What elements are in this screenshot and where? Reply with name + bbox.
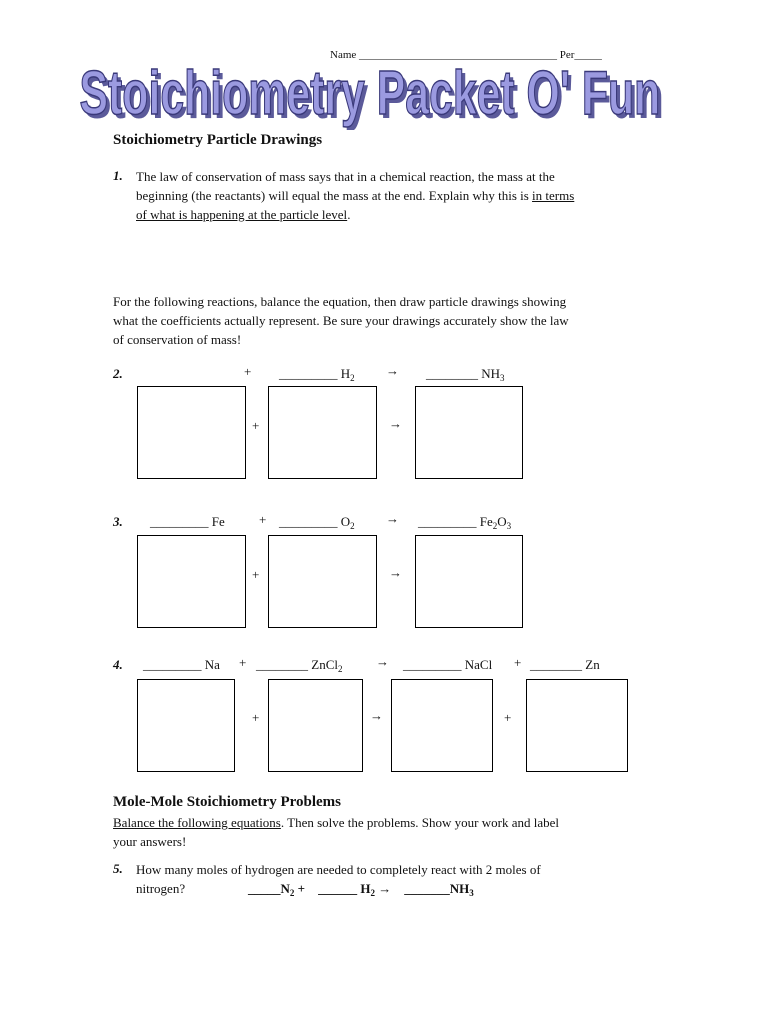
section2-instr-line-1: [113, 813, 673, 832]
q4-number: 4.: [113, 657, 123, 672]
q3-reactant-2: $O_2$: [340, 514, 355, 531]
q1-text: [136, 167, 676, 224]
q2-drawing-box-2[interactable]: [268, 386, 377, 479]
instructions-line-1: For the following reactions, balance the equation, then draw particle drawings showing: [113, 294, 567, 309]
q2-box-arrow: →: [389, 416, 402, 431]
q5-equation: [248, 879, 474, 898]
q3-reactant-2-group: [279, 512, 355, 531]
q4-product-1-group: [403, 655, 492, 674]
section-heading-mole-mole: Mole-Mole Stoichiometry Problems: [113, 794, 341, 810]
q3-number: 3.: [113, 514, 123, 529]
q3-drawing-box-1[interactable]: [137, 535, 246, 628]
name-period-line: Name ____________________________________ Per_____: [330, 49, 602, 61]
q1-underline-b: of what is happening at the particle level: [136, 207, 348, 222]
q5-blank-1[interactable]: _____: [248, 881, 281, 896]
q4-blank-3[interactable]: _________: [403, 657, 462, 672]
q1-line-2-text: beginning (the reactants) will equal the mass at the end. Explain why this is: [136, 188, 529, 203]
q2-blank-3[interactable]: ________: [426, 366, 478, 381]
q3-blank-2[interactable]: _________: [279, 514, 338, 529]
q4-box-plus-1: +: [252, 710, 260, 725]
q4-blank-2[interactable]: ________: [256, 657, 308, 672]
page-title-text: Stoichiometry Packet O' Fun: [79, 58, 661, 128]
q3-box-arrow: →: [389, 565, 402, 580]
instructions-line-3: of conservation of mass!: [113, 332, 242, 347]
q4-blank-4[interactable]: ________: [530, 657, 582, 672]
q4-reactant-2: ZnCl$_2$: [311, 657, 343, 674]
q4-eq-plus-2: +: [514, 655, 522, 670]
q1-line-3: [136, 205, 676, 224]
q3-blank-1[interactable]: _________: [150, 514, 209, 529]
q4-reactant-1: Na: [204, 657, 220, 672]
q2-eq-arrow: →: [386, 363, 399, 378]
q3-drawing-box-2[interactable]: [268, 535, 377, 628]
q4-drawing-box-4[interactable]: [526, 679, 628, 772]
q4-reactant-2-group: [256, 655, 342, 674]
q2-drawing-box-3[interactable]: [415, 386, 523, 479]
q3-drawing-box-3[interactable]: [415, 535, 523, 628]
drawing-instructions: [113, 292, 673, 349]
q2-reactant-2: $H_2$: [340, 366, 355, 383]
section2-instr-rest: . Then solve the problems. Show your work and label: [280, 815, 560, 830]
q1-number: 1.: [113, 168, 123, 183]
q5-text-2: nitrogen?: [136, 881, 186, 896]
q5-plus: +: [297, 881, 306, 896]
q5-blank-3[interactable]: _______: [404, 881, 450, 896]
q5-text-1: How many moles of hydrogen are needed to completely react with 2 moles of: [136, 862, 541, 877]
q5-product: $NH_3$: [449, 881, 474, 898]
q1-line-1: The law of conservation of mass says that in a chemical reaction, the mass at the: [136, 169, 555, 184]
q3-eq-arrow: →: [386, 511, 399, 526]
q2-product-1: $NH_3$: [481, 366, 505, 383]
section2-instructions: [113, 813, 673, 851]
q5-reactant-2: $H_2$: [360, 881, 375, 898]
q5-blank-2[interactable]: ______: [318, 881, 358, 896]
q3-eq-plus: +: [259, 512, 267, 527]
q1-period: .: [347, 207, 351, 222]
instructions-line-2: what the coefficients actually represent. Be sure your drawings accurately show the law: [113, 313, 569, 328]
page-title-shadow: Stoichiometry Packet O' Fun: [83, 62, 664, 130]
q4-eq-plus-1: +: [239, 655, 247, 670]
q4-product-2: Zn: [585, 657, 600, 672]
q5-reactant-1: $N_2$: [280, 881, 295, 898]
q2-blank-2[interactable]: _________: [279, 366, 338, 381]
q3-box-plus: +: [252, 567, 260, 582]
q1-underline-a: in terms: [532, 188, 575, 203]
page-title: [76, 58, 676, 130]
q2-box-plus: +: [252, 418, 260, 433]
balance-instruction: Balance the following equations: [113, 815, 281, 830]
q3-blank-3[interactable]: _________: [418, 514, 477, 529]
q3-product-1: $Fe_2O_3$: [479, 514, 512, 531]
q4-product-2-group: [530, 655, 600, 674]
q4-drawing-box-3[interactable]: [391, 679, 493, 772]
q3-reactant-1-group: [150, 512, 225, 531]
q3-reactant-1: Fe: [211, 514, 225, 529]
q2-number: 2.: [113, 366, 123, 381]
q2-reactant-2-group: [279, 364, 355, 383]
q4-blank-1[interactable]: _________: [143, 657, 202, 672]
q4-box-plus-2: +: [504, 710, 512, 725]
q4-reactant-1-group: [143, 655, 220, 674]
section2-instr-line-2: your answers!: [113, 834, 187, 849]
q4-drawing-box-1[interactable]: [137, 679, 235, 772]
q2-drawing-box-1[interactable]: [137, 386, 246, 479]
q4-drawing-box-2[interactable]: [268, 679, 363, 772]
section-heading-particle-drawings: Stoichiometry Particle Drawings: [113, 132, 323, 148]
q2-product-group: [426, 364, 505, 383]
q4-eq-arrow: →: [376, 654, 389, 669]
q5-arrow: →: [378, 881, 392, 896]
q4-box-arrow: →: [370, 708, 383, 723]
q2-eq-plus: +: [244, 364, 252, 379]
q4-product-1: NaCl: [464, 657, 493, 672]
q3-product-group: [418, 512, 511, 531]
q5-number: 5.: [113, 861, 123, 876]
q1-line-2: [136, 186, 676, 205]
